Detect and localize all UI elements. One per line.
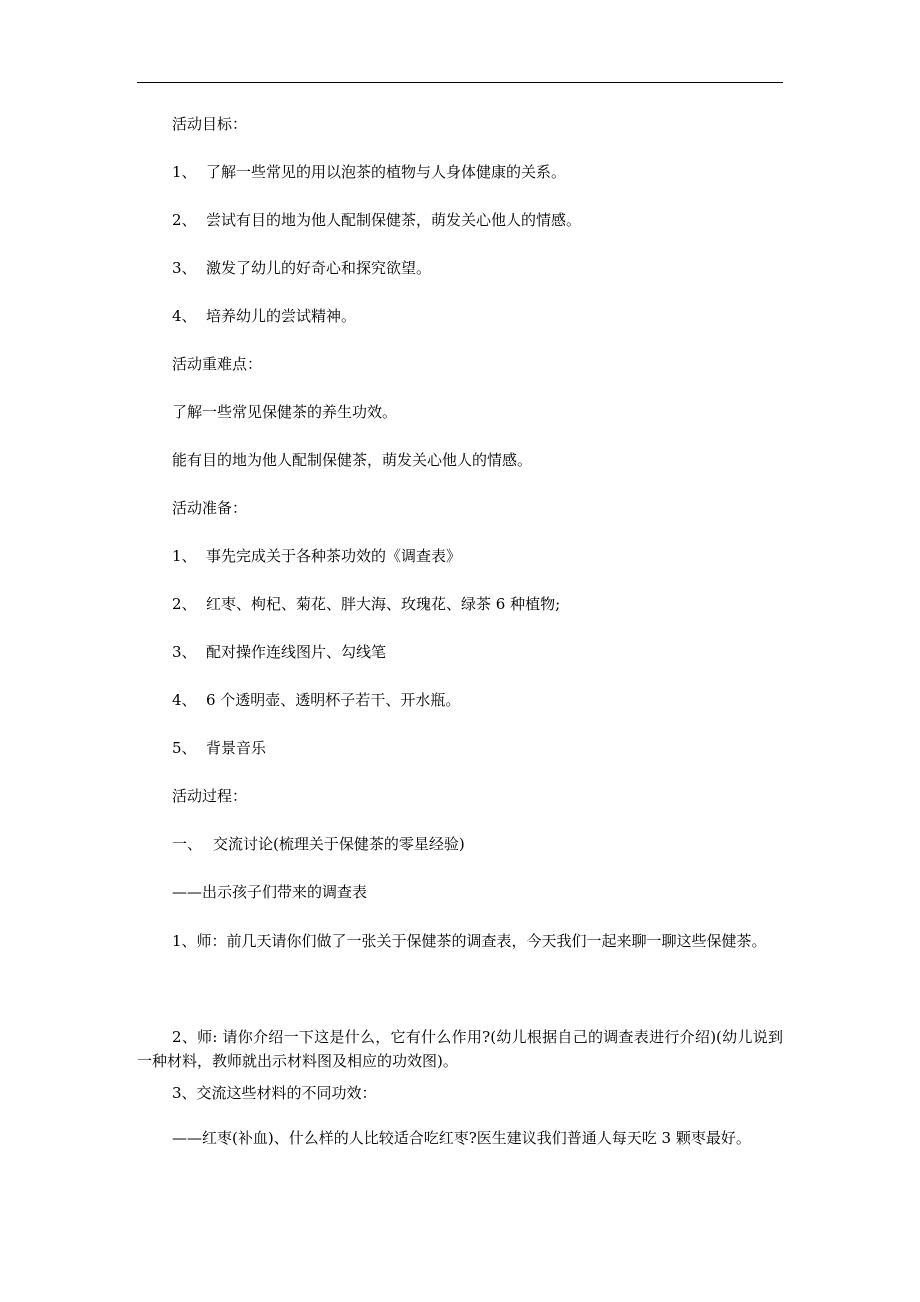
keypoint-item: 了解一些常见保健茶的养生功效。: [172, 403, 398, 421]
header-rule: [137, 82, 783, 83]
section-number: 一、: [172, 835, 203, 853]
goal-text: 激发了幼儿的好奇心和探究欲望。: [206, 259, 432, 277]
prep-number: 4、: [172, 691, 197, 709]
goal-item: [172, 212, 581, 228]
prep-text: 6 个透明壶、透明杯子若干、开水瓶。: [206, 691, 461, 709]
process-paragraph: ——红枣(补血)、什么样的人比较适合吃红枣?医生建议我们普通人每天吃 3 颗枣最好。: [172, 1129, 751, 1147]
prep-number: 2、: [172, 595, 197, 613]
prep-text: 红枣、枸杞、菊花、胖大海、玫瑰花、绿茶 6 种植物;: [206, 595, 561, 613]
prep-text: 背景音乐: [206, 739, 267, 757]
process-paragraph: 1、师：前几天请你们做了一张关于保健茶的调查表，今天我们一起来聊一聊这些保健茶。: [172, 932, 767, 950]
goal-text: 尝试有目的地为他人配制保健茶，萌发关心他人的情感。: [206, 211, 582, 229]
section-text: 交流讨论(梳理关于保健茶的零星经验): [213, 835, 465, 853]
goal-text: 了解一些常见的用以泡茶的植物与人身体健康的关系。: [206, 163, 567, 181]
prep-heading: 活动准备：: [172, 499, 248, 517]
prep-item: [172, 596, 560, 612]
goal-text: 培养幼儿的尝试精神。: [206, 307, 357, 325]
goal-number: 4、: [172, 307, 197, 325]
process-section-title: [172, 836, 465, 852]
goal-item: [172, 164, 566, 180]
process-subtitle: ——出示孩子们带来的调查表: [172, 883, 368, 901]
prep-text: 配对操作连线图片、勾线笔: [206, 643, 387, 661]
prep-number: 5、: [172, 739, 197, 757]
goal-item: [172, 308, 356, 324]
goal-number: 3、: [172, 259, 197, 277]
prep-number: 1、: [172, 547, 197, 565]
keypoint-item: 能有目的地为他人配制保健茶，萌发关心他人的情感。: [172, 451, 533, 469]
prep-item: [172, 644, 386, 660]
goal-item: [172, 260, 431, 276]
goals-heading: 活动目标：: [172, 115, 248, 133]
process-heading: 活动过程：: [172, 787, 248, 805]
process-paragraph: 3、交流这些材料的不同功效：: [172, 1084, 377, 1102]
prep-item: [172, 548, 461, 564]
prep-number: 3、: [172, 643, 197, 661]
prep-item: [172, 740, 266, 756]
goal-number: 2、: [172, 211, 197, 229]
prep-item: [172, 692, 460, 708]
keypoints-heading: 活动重难点：: [172, 355, 263, 373]
prep-text: 事先完成关于各种茶功效的《调查表》: [206, 547, 462, 565]
process-paragraph: 2、师: 请你介绍一下这是什么，它有什么作用?(幼儿根据自己的调查表进行介绍)(幼儿说到一种材料，教师就出示材料图及相应的功效图)。: [137, 1028, 783, 1070]
goal-number: 1、: [172, 163, 197, 181]
